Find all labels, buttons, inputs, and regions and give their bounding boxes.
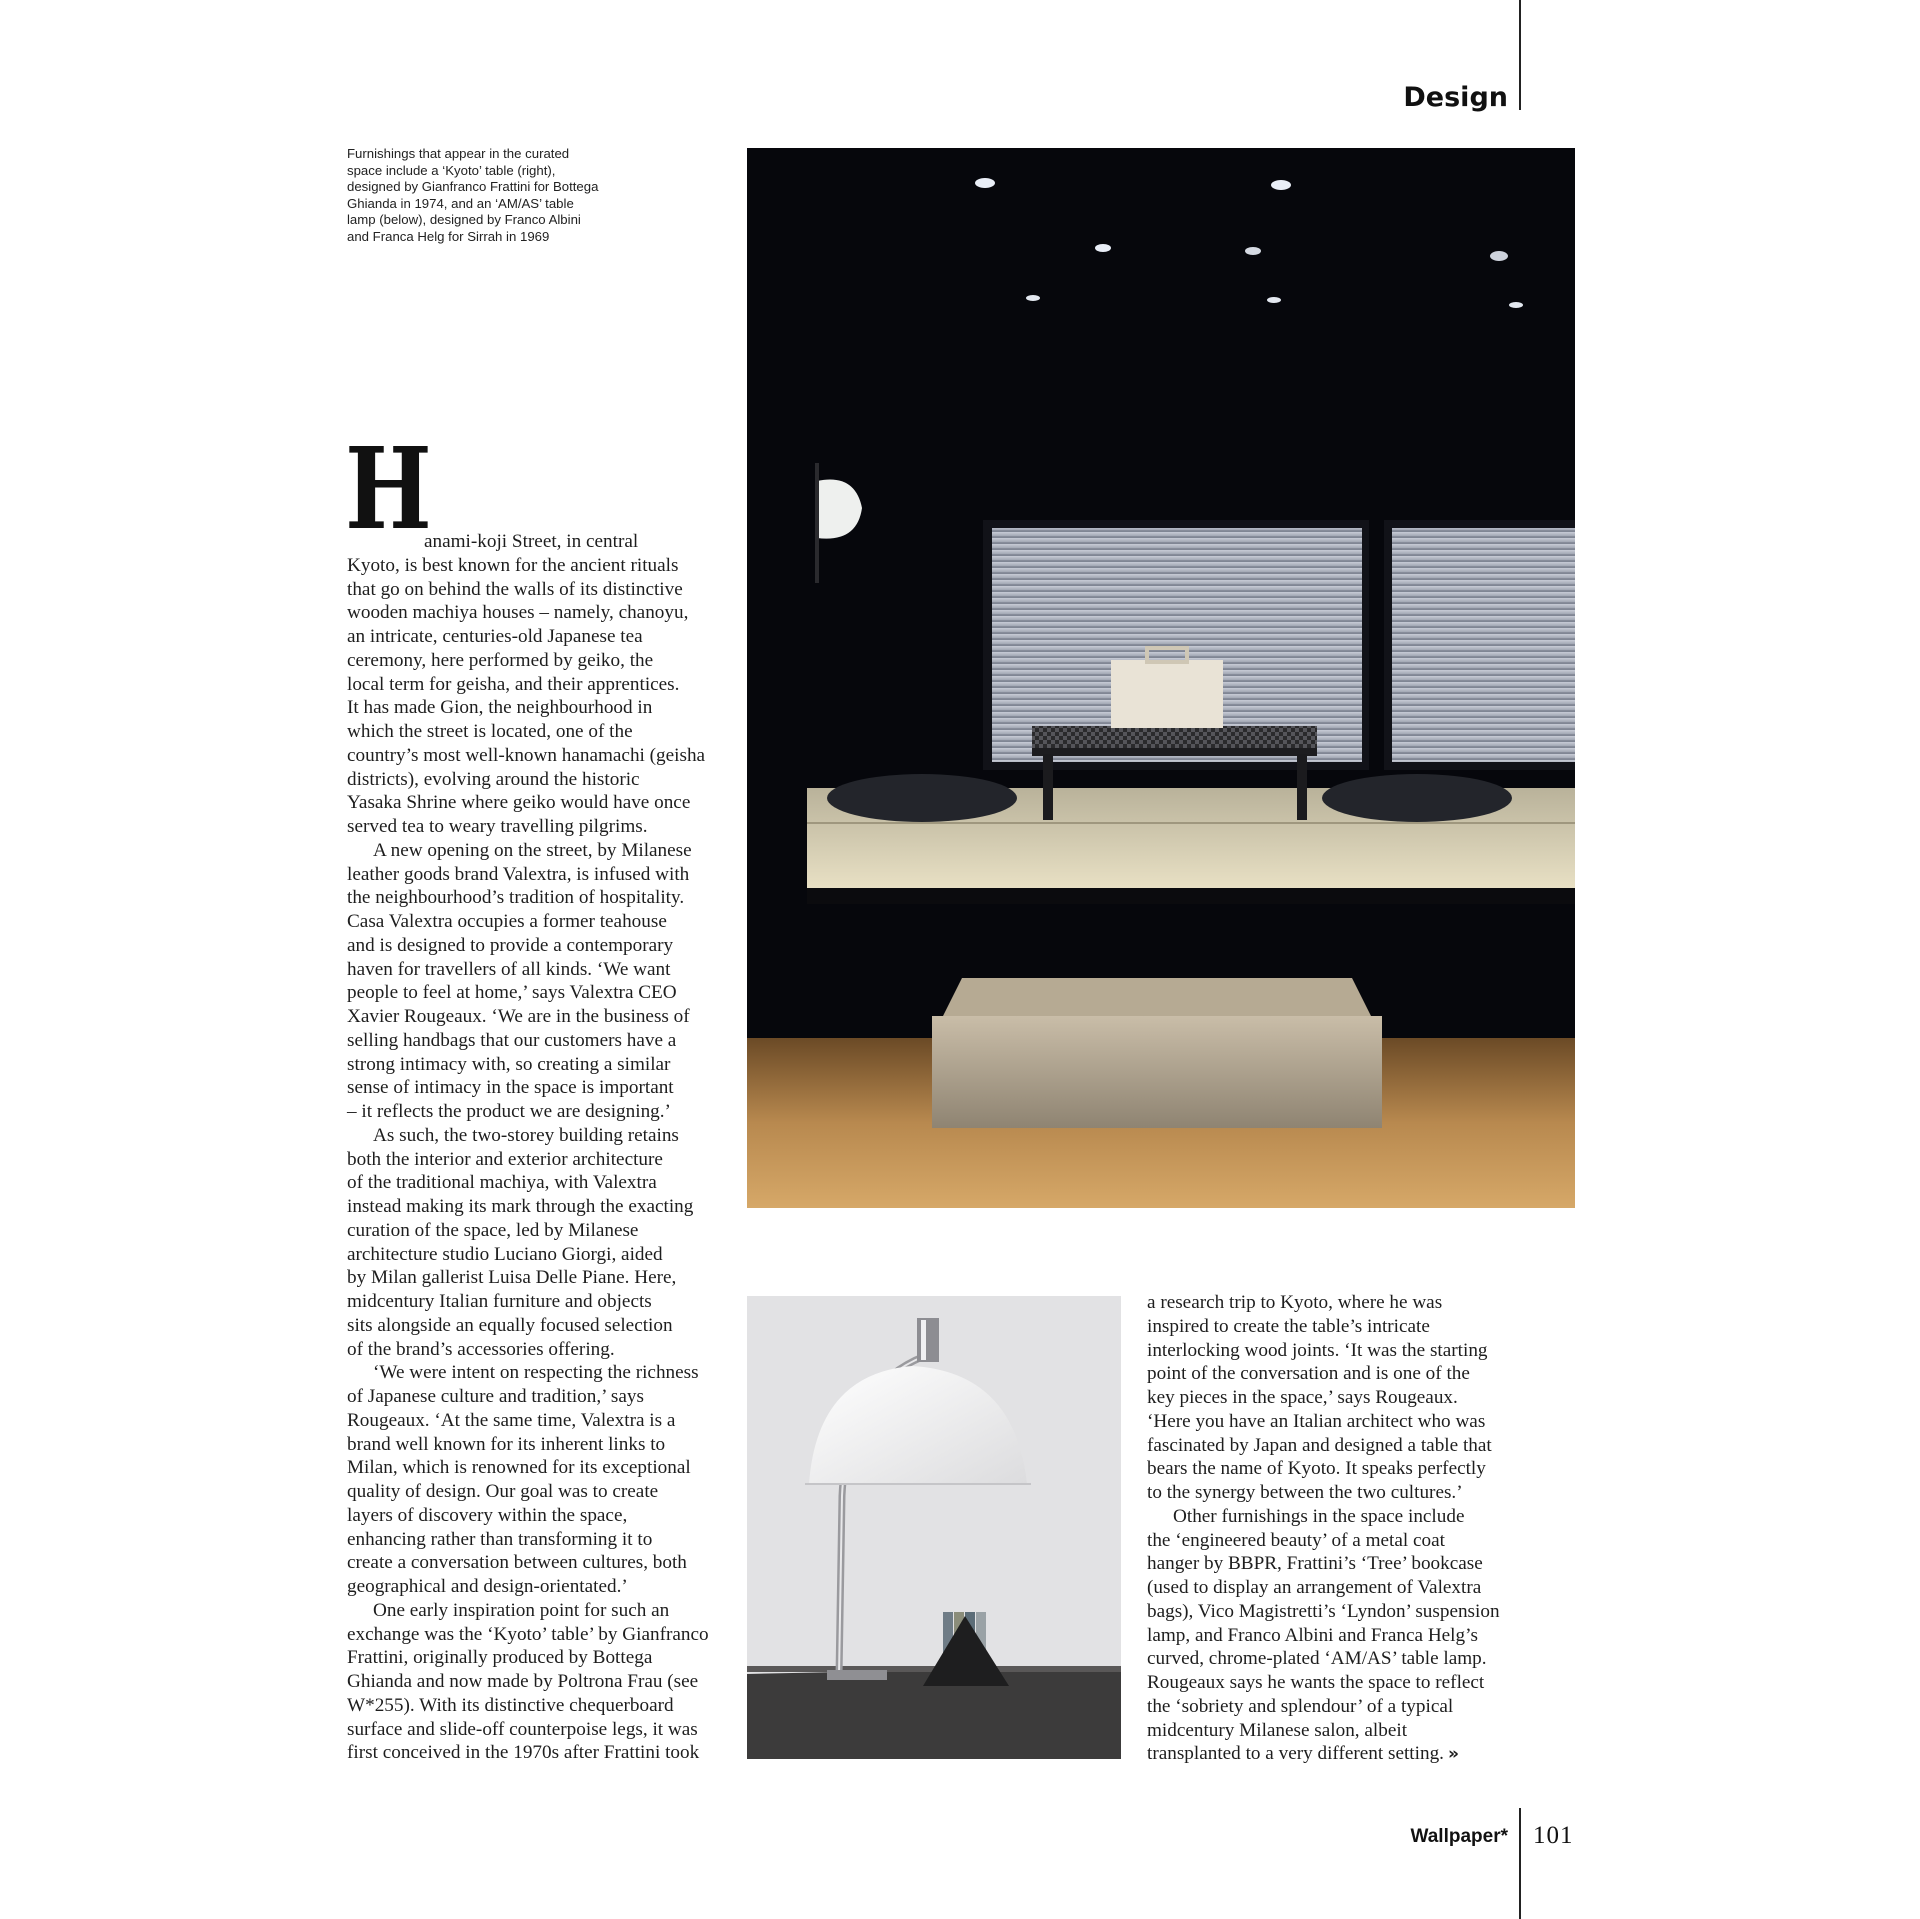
article-line: wooden machiya houses – namely, chanoyu, <box>347 602 689 624</box>
end-mark: » <box>1447 1744 1459 1765</box>
article-line: of the brand’s accessories offering. <box>347 1338 615 1360</box>
article-line: hanger by BBPR, Frattini’s ‘Tree’ bookcase <box>1147 1553 1483 1575</box>
article-line: anami-koji Street, in central <box>424 531 639 552</box>
top-vertical-rule <box>1519 0 1521 110</box>
article-line: transplanted to a very different setting. <box>1147 1743 1444 1765</box>
caption-line: lamp (below), designed by Franco Albini <box>347 212 581 227</box>
article-column-left <box>347 530 727 1765</box>
article-line: first conceived in the 1970s after Frattini took <box>347 1742 700 1764</box>
article-line: midcentury Milanese salon, albeit <box>1147 1719 1408 1741</box>
article-line: country’s most well-known hanamachi (geisha <box>347 744 706 766</box>
article-line: of Japanese culture and tradition,’ says <box>347 1386 644 1407</box>
article-line: instead making its mark through the exacting <box>347 1196 694 1217</box>
article-line: the ‘sobriety and splendour’ of a typical <box>1147 1695 1454 1717</box>
page-number: 101 <box>1533 1822 1574 1849</box>
article-line: create a conversation between cultures, both <box>347 1552 687 1574</box>
article-line: brand well known for its inherent links to <box>347 1433 666 1455</box>
article-line: layers of discovery within the space, <box>347 1504 628 1526</box>
article-line: Ghianda and now made by Poltrona Frau (see <box>347 1671 699 1692</box>
article-line: bears the name of Kyoto. It speaks perfectly <box>1147 1458 1486 1480</box>
article-line: selling handbags that our customers have a <box>347 1029 677 1051</box>
article-line: that go on behind the walls of its distinctive <box>347 578 683 600</box>
caption-line: designed by Gianfranco Frattini for Bottega <box>347 179 599 194</box>
article-line: point of the conversation and is one of the <box>1147 1363 1470 1385</box>
bottom-vertical-rule <box>1519 1808 1521 1919</box>
article-line: ‘We were intent on respecting the richness <box>373 1362 699 1384</box>
article-line: to the synergy between the two cultures.’ <box>1147 1482 1463 1503</box>
article-line: Xavier Rougeaux. ‘We are in the business of <box>347 1006 690 1027</box>
article-line: Rougeaux says he wants the space to reflect <box>1147 1672 1485 1693</box>
article-line: quality of design. Our goal was to create <box>347 1481 659 1502</box>
article-line: districts), evolving around the historic <box>347 768 640 790</box>
section-label: Design <box>1403 82 1508 113</box>
article-line: enhancing rather than transforming it to <box>347 1528 653 1550</box>
article-line: As such, the two-storey building retains <box>373 1124 679 1146</box>
article-line: A new opening on the street, by Milanese <box>373 839 692 861</box>
article-line: W*255). With its distinctive chequerboard <box>347 1694 674 1716</box>
article-line: people to feel at home,’ says Valextra CEO <box>347 982 677 1004</box>
article-line: of the traditional machiya, with Valextra <box>347 1172 657 1194</box>
article-line: the ‘engineered beauty’ of a metal coat <box>1147 1529 1445 1551</box>
article-line: served tea to weary travelling pilgrims. <box>347 816 648 837</box>
article-line: Milan, which is renowned for its exceptional <box>347 1457 691 1479</box>
article-line: leather goods brand Valextra, is infused with <box>347 863 690 885</box>
article-line: Kyoto, is best known for the ancient rituals <box>347 554 679 576</box>
article-line: (used to display an arrangement of Valextra <box>1147 1577 1482 1598</box>
article-line: inspired to create the table’s intricate <box>1147 1315 1430 1337</box>
caption-line: Ghianda in 1974, and an ‘AM/AS’ table <box>347 195 574 211</box>
article-line: curved, chrome-plated ‘AM/AS’ table lamp. <box>1147 1648 1487 1670</box>
article-line: One early inspiration point for such an <box>373 1599 670 1621</box>
article-line: Other furnishings in the space include <box>1173 1505 1465 1527</box>
article-line: both the interior and exterior architecture <box>347 1148 663 1170</box>
article-line: which the street is located, one of the <box>347 721 633 742</box>
article-line: interlocking wood joints. ‘It was the starting <box>1147 1339 1488 1361</box>
article-line: a research trip to Kyoto, where he was <box>1147 1292 1443 1313</box>
article-line: by Milan gallerist Luisa Delle Piane. Here, <box>347 1267 677 1289</box>
article-line: key pieces in the space,’ says Rougeaux. <box>1147 1387 1458 1408</box>
interior-photo <box>747 148 1575 1208</box>
drop-cap: H <box>345 424 432 555</box>
lamp-photo <box>747 1296 1121 1759</box>
photo-caption <box>347 146 647 245</box>
article-line: surface and slide-off counterpoise legs, it was <box>347 1718 698 1740</box>
article-line: the neighbourhood’s tradition of hospitality. <box>347 887 685 909</box>
article-line: – it reflects the product we are designing.’ <box>347 1101 671 1122</box>
caption-line: space include a ‘Kyoto’ table (right), <box>347 162 556 178</box>
article-line: curation of the space, led by Milanese <box>347 1219 639 1241</box>
article-line: sense of intimacy in the space is important <box>347 1077 674 1099</box>
article-line: bags), Vico Magistretti’s ‘Lyndon’ suspension <box>1147 1600 1500 1622</box>
caption-line: and Franca Helg for Sirrah in 1969 <box>347 228 550 244</box>
article-column-right <box>1147 1291 1527 1767</box>
article-line: haven for travellers of all kinds. ‘We want <box>347 958 671 980</box>
article-line: ‘Here you have an Italian architect who was <box>1147 1410 1486 1432</box>
article-line: and is designed to provide a contemporary <box>347 934 674 956</box>
article-line: geographical and design-orientated.’ <box>347 1576 628 1597</box>
magazine-brand: Wallpaper* <box>1410 1826 1508 1847</box>
article-line: Yasaka Shrine where geiko would have once <box>347 792 691 814</box>
caption-line: Furnishings that appear in the curated <box>347 146 570 161</box>
article-line: fascinated by Japan and designed a table that <box>1147 1434 1492 1456</box>
article-line: lamp, and Franco Albini and Franca Helg’s <box>1147 1624 1478 1646</box>
article-line: an intricate, centuries-old Japanese tea <box>347 626 643 647</box>
article-line-last <box>1147 1742 1527 1767</box>
article-line: exchange was the ‘Kyoto’ table’ by Gianfranco <box>347 1623 709 1645</box>
article-line: Frattini, originally produced by Bottega <box>347 1647 653 1669</box>
article-line: It has made Gion, the neighbourhood in <box>347 697 653 719</box>
article-line: ceremony, here performed by geiko, the <box>347 649 654 671</box>
article-line: Rougeaux. ‘At the same time, Valextra is a <box>347 1409 676 1431</box>
article-line: local term for geisha, and their apprentices. <box>347 673 680 695</box>
article-line: architecture studio Luciano Giorgi, aided <box>347 1243 663 1265</box>
article-line: Casa Valextra occupies a former teahouse <box>347 911 667 932</box>
article-line: midcentury Italian furniture and objects <box>347 1291 652 1312</box>
article-line: strong intimacy with, so creating a similar <box>347 1053 671 1075</box>
article-line: sits alongside an equally focused selection <box>347 1314 673 1336</box>
